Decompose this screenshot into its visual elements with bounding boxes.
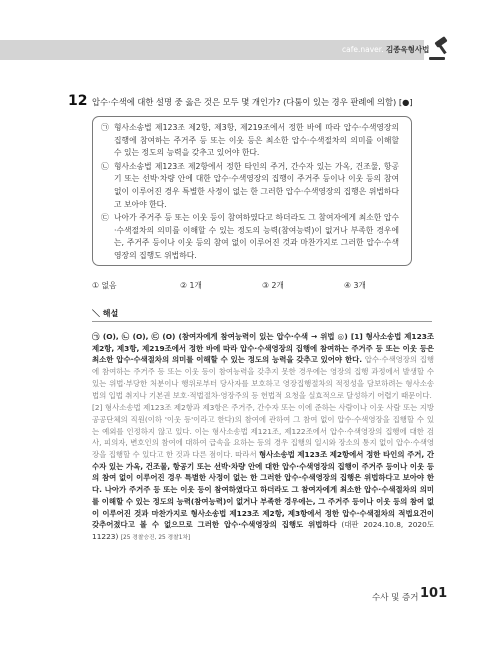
header-site: cafe.naver. [342,45,384,54]
footer-title: 수사 및 증거 [372,593,419,603]
exam-citation: [25 경찰승진, 25 경찰1차] [120,534,191,541]
gavel-icon [426,36,456,62]
statement-box [92,116,412,266]
question-number: 12 [68,93,88,109]
statement-2-text: 형사소송법 제123조 제2항에서 정한 타인의 주거, 간수자 있는 가옥, 건조물, 항공기 또는 선박·차량 안에 대한 압수·수색영장의 집행이 주거주 등이나 이웃 등의 참여 없이 이루어진 경우 특별한 사정이 없는 한 그러한 압수·수색영장의 집행은 위법하다고 보아야 한다. [114,161,399,209]
explanation-paragraph-2 [92,402,434,544]
question-text: 압수·수색에 대한 설명 중 옳은 것은 모두 몇 개인가? (다툼이 있는 경우 판례에 의함) [●] [92,97,413,107]
statement-2-marker: ㉡ [101,161,109,171]
explanation-p1-rest: 압수·수색영장의 집행에 참여하는 주거주 등 또는 이웃 등이 참여능력을 갖추지 못한 경우에는 영장의 집행 과정에서 발생할 수 있는 위법·부당한 처분이나 행위로부터 당사자를 보호하고 영장집행절차의 적정성을 담보하려는 형사소송법의 입법 취지나 기본권 보호·적법절차·영장주의 등 헌법적 요청을 실효적으로 달성하기 어렵기 때문이다. [92,355,434,400]
statement-1-text: 형사소송법 제123조 제2항, 제3항, 제219조에서 정한 바에 따라 압수·수색영장의 집행에 참여하는 주거주 등 또는 이웃 등은 최소한 압수·수색절차의 의미를 이해할 수 있는 정도의 능력을 갖추고 있어야 한다. [114,123,399,158]
answer-line: ㉠ (O), ㉡ (O), ㉢ (O) (참여자에게 참여능력이 있는 압수·수색 → 위법 ◎) [1] [92,332,363,341]
choice-3[interactable]: ③ 2개 [262,281,284,290]
choice-1[interactable]: ① 없음 [92,281,117,290]
choice-4[interactable]: ④ 3개 [344,281,366,290]
explanation-body [92,331,434,545]
header-text [342,43,429,56]
statement-1-marker: ㉠ [101,123,109,132]
statement-3-marker: ㉢ [101,213,109,223]
explanation-p2-bold: 형사소송법 제123조 제2항에서 정한 타인의 주거, 간수자 있는 가옥, 건조물, 항공기 또는 선박·차량 안에 대한 압수·수색영장의 집행이 주거주 등이나 이웃 등의 참여 없이 이루어진 경우 특별한 사정이 없는 한 그러한 압수·수색영장의 집행은 위법하다고 보아야 한다. 나아가 주거주 등 또는 이웃 등이 참여하였다고 하더라도 그 참여자에게 최소한 압수·수색절차의 의미를 이해할 수 있는 정도의 능력(참여능력)이 없거나 부족한 경우에는, 그 주거주 등이나 이웃 등의 참여 없이 이루어진 것과 마찬가지로 형사소송법 제123조 제2항, 제3항에서 정한 압수·수색절차의 적법요건이 갖추어졌다고 볼 수 없으므로 그러한 압수·수색영장의 집행도 위법하다 [92,450,434,530]
explanation-label: ＼ 해설 [92,309,119,318]
explanation-divider [92,321,432,322]
case-reference: (대판 2024.10.8, 2020도11223) [92,520,434,541]
statement-2 [101,161,399,211]
statement-3-text: 나아가 주거주 등 또는 이웃 등이 참여하였다고 하더라도 그 참여자에게 최소한 압수·수색절차의 의미를 이해할 수 있는 정도의 능력(참여능력)이 없거나 부족한 경우에는, 주거주 등이나 이웃 등의 참여 없이 이루어진 것과 마찬가지로 그러한 압수·수색영장의 집행도 위법하다. [114,213,399,260]
page-number: 101 [420,586,448,601]
header-cafe-name: 김종욱형사법 [385,45,430,54]
explanation-paragraph-1 [92,331,434,401]
explanation-p1-bold: 형사소송법 제123조 제2항, 제3항, 제219조에서 정한 바에 따라 압수·수색영장의 집행에 참여하는 주거주 등 또는 이웃 등은 최소한 압수·수색절차의 의미를 이해할 수 있는 정도의 능력을 갖추고 있어야 한다. [92,332,434,365]
choice-2[interactable]: ② 1개 [180,281,202,290]
statement-3 [101,212,399,262]
explanation-p2-normal: [2] 형사소송법 제123조 제2항과 제3항은 주거주, 간수자 또는 이에 준하는 사람이나 이웃 사람 또는 지방공공단체의 직원(이하 '이웃 등'이라고 한다)의 참여에 관하여 그 참여 없이 압수·수색영장을 집행할 수 있는 예외를 인정하지 않고 있다. 이는 형사소송법 제121조, 제122조에서 압수·수색영장의 집행에 대한 검사, 피의자, 변호인의 참여에 대하여 급속을 요하는 등의 경우 집행의 일시와 장소의 통지 없이 압수·수색영장을 집행할 수 있다고 한 것과 다른 점이다. 따라서 [92,403,434,460]
statement-1 [101,122,399,160]
